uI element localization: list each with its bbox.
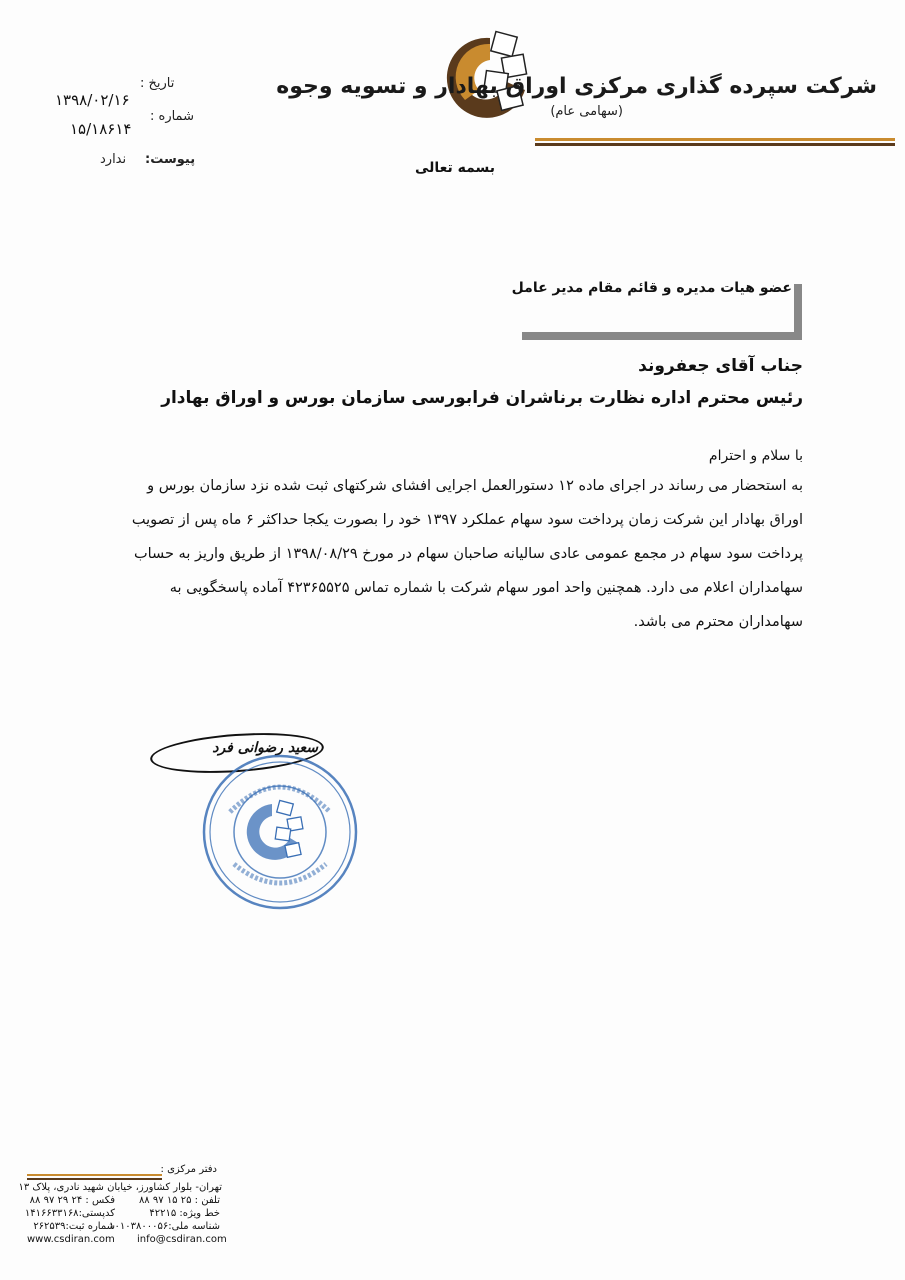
company-seal-icon (200, 752, 360, 912)
number-value: ۱۵/۱۸۶۱۴ (70, 120, 132, 138)
footer-website[interactable]: www.csdiran.com (27, 1234, 115, 1245)
body-line-5: سهامداران محترم می باشد. (633, 614, 803, 630)
number-label: شماره : (150, 109, 194, 124)
subject-text: عضو هیات مدیره و قائم مقام مدیر عامل (511, 280, 792, 296)
footer-rule-brown (27, 1178, 162, 1180)
basmala: بسمه تعالی (414, 160, 496, 176)
body-line-3: پرداخت سود سهام در مجمع عمومی عادی سالیانه صاحبان سهام در مورخ ۱۳۹۸/۰۸/۲۹ از طریق واریز به حساب (133, 546, 803, 562)
body-line-2: اوراق بهادار این شرکت زمان پرداخت سود سهام عملکرد ۱۳۹۷ خود را بصورت یکجا حداکثر ۶ ماه پس از تصویب (131, 512, 803, 528)
subject-bar-right (794, 284, 802, 338)
body-line-1: به استحضار می رساند در اجرای ماده ۱۲ دستورالعمل اجرایی افشای شرکتهای ثبت شده نزد سازمان بورس و (147, 478, 803, 494)
footer-special-line: خط ویژه: ۴۲۲۱۵ (149, 1208, 220, 1219)
brand-rule-gold (535, 138, 895, 141)
body-line-4: سهامداران اعلام می دارد. همچنین واحد امور سهام شرکت با شماره تماس ۴۲۳۶۵۵۲۵ آماده پاسخگویی به (169, 580, 803, 596)
footer-office: دفتر مرکزی : (160, 1164, 217, 1175)
greeting: با سلام و احترام (708, 448, 803, 464)
signatory-name: سعید رضوانی فرد (212, 740, 318, 756)
attachment-value: ندارد (100, 152, 127, 167)
company-name: شرکت سپرده گذاری مرکزی اوراق بهادار و تسویه وجوه (276, 74, 877, 99)
subject-bar-bottom (522, 332, 802, 340)
subject-box (511, 270, 792, 320)
footer-email[interactable]: info@csdiran.com (137, 1234, 227, 1245)
date-value: ۱۳۹۸/۰۲/۱۶ (55, 91, 130, 109)
brand-rule-brown (535, 143, 895, 146)
footer-address: تهران- بلوار کشاورز، خیابان شهید نادری، پلاک ۱۳ (18, 1182, 222, 1193)
attachment-label: پیوست: (145, 152, 196, 167)
footer-phone: تلفن : ۲۵ ۱۵ ۹۷ ۸۸ (138, 1195, 220, 1206)
date-label: تاریخ : (140, 76, 175, 91)
footer-fax: فکس : ۲۴ ۲۹ ۹۷ ۸۸ (29, 1195, 115, 1206)
company-letterhead (276, 30, 895, 125)
footer-national-id: شناسه ملی:۱۰۱۰۳۸۰۰۰۵۶ (109, 1221, 220, 1232)
addressee-name: جناب آقای جعفروند (638, 356, 803, 376)
footer-registration: شماره ثبت:۲۶۲۵۳۹ (33, 1221, 115, 1232)
company-type: (سهامی عام) (550, 104, 623, 119)
addressee-title: رئیس محترم اداره نظارت برناشران فرابورسی سازمان بورس و اوراق بهادار (161, 388, 803, 408)
footer-postal-code: کدپستی:۱۴۱۶۶۳۳۱۶۸ (24, 1208, 115, 1219)
